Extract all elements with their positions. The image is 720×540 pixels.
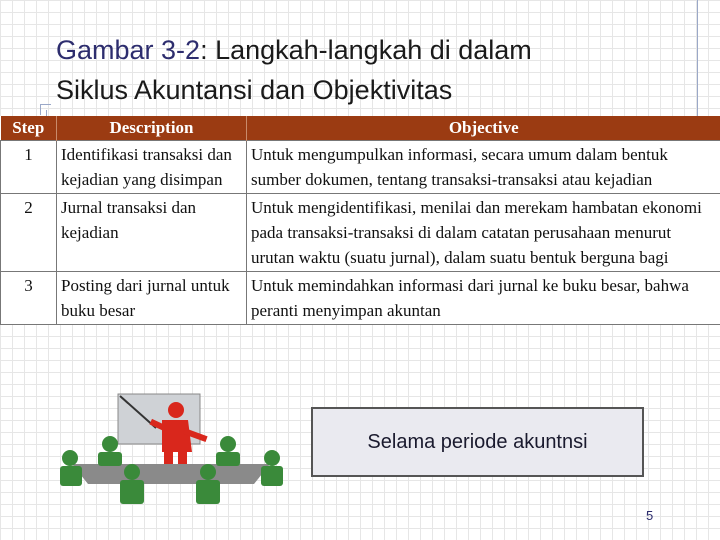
note-text: Selama periode akuntnsi: [367, 430, 588, 453]
step-description: Jurnal transaksi dan kejadian: [57, 194, 247, 272]
step-objective-cell: [247, 194, 720, 272]
title-line-1: [56, 30, 696, 70]
step-objective: Untuk mengidentifikasi, menilai dan merekam hambatan ekonomi pada transaksi-transaksi di dalam catatan perusahaan menurut urutan waktu (suatu jurnal), dalam suatu bentuk berguna bagi: [251, 198, 702, 267]
step-number: 3: [1, 272, 57, 325]
title-prefix: Gambar 3-2: [56, 35, 201, 65]
accounting-cycle-table: [0, 116, 720, 325]
slide-title: [56, 30, 696, 110]
step-objective: Untuk memindahkan informasi dari jurnal ke buku besar, bahwa peranti menyimpan akuntan: [247, 272, 720, 325]
step-number: 2: [1, 194, 57, 272]
header-step: Step: [1, 116, 57, 141]
step-description: Posting dari jurnal untuk buku besar: [57, 272, 247, 325]
table-row: [1, 194, 720, 272]
decorative-rule-right: [697, 0, 698, 120]
meeting-table-icon: [72, 464, 270, 484]
presentation-meeting-clipart: [58, 388, 284, 506]
title-line-2: Siklus Akuntansi dan Objektivitas: [56, 75, 453, 105]
step-number: 1: [1, 141, 57, 194]
table-row: [1, 141, 720, 194]
header-description: Description: [57, 116, 247, 141]
page-number: 5: [646, 508, 654, 523]
note-box: [311, 407, 644, 477]
step-description: Identifikasi transaksi dan kejadian yang disimpan: [57, 141, 247, 194]
table-header-row: [1, 116, 720, 141]
title-rest: : Langkah-langkah di dalam: [200, 35, 532, 65]
header-objective: Objective: [247, 116, 720, 141]
table-row: [1, 272, 720, 325]
step-objective: Untuk mengumpulkan informasi, secara umum dalam bentuk sumber dokumen, tentang transaksi-transaksi atau kejadian: [247, 141, 720, 194]
